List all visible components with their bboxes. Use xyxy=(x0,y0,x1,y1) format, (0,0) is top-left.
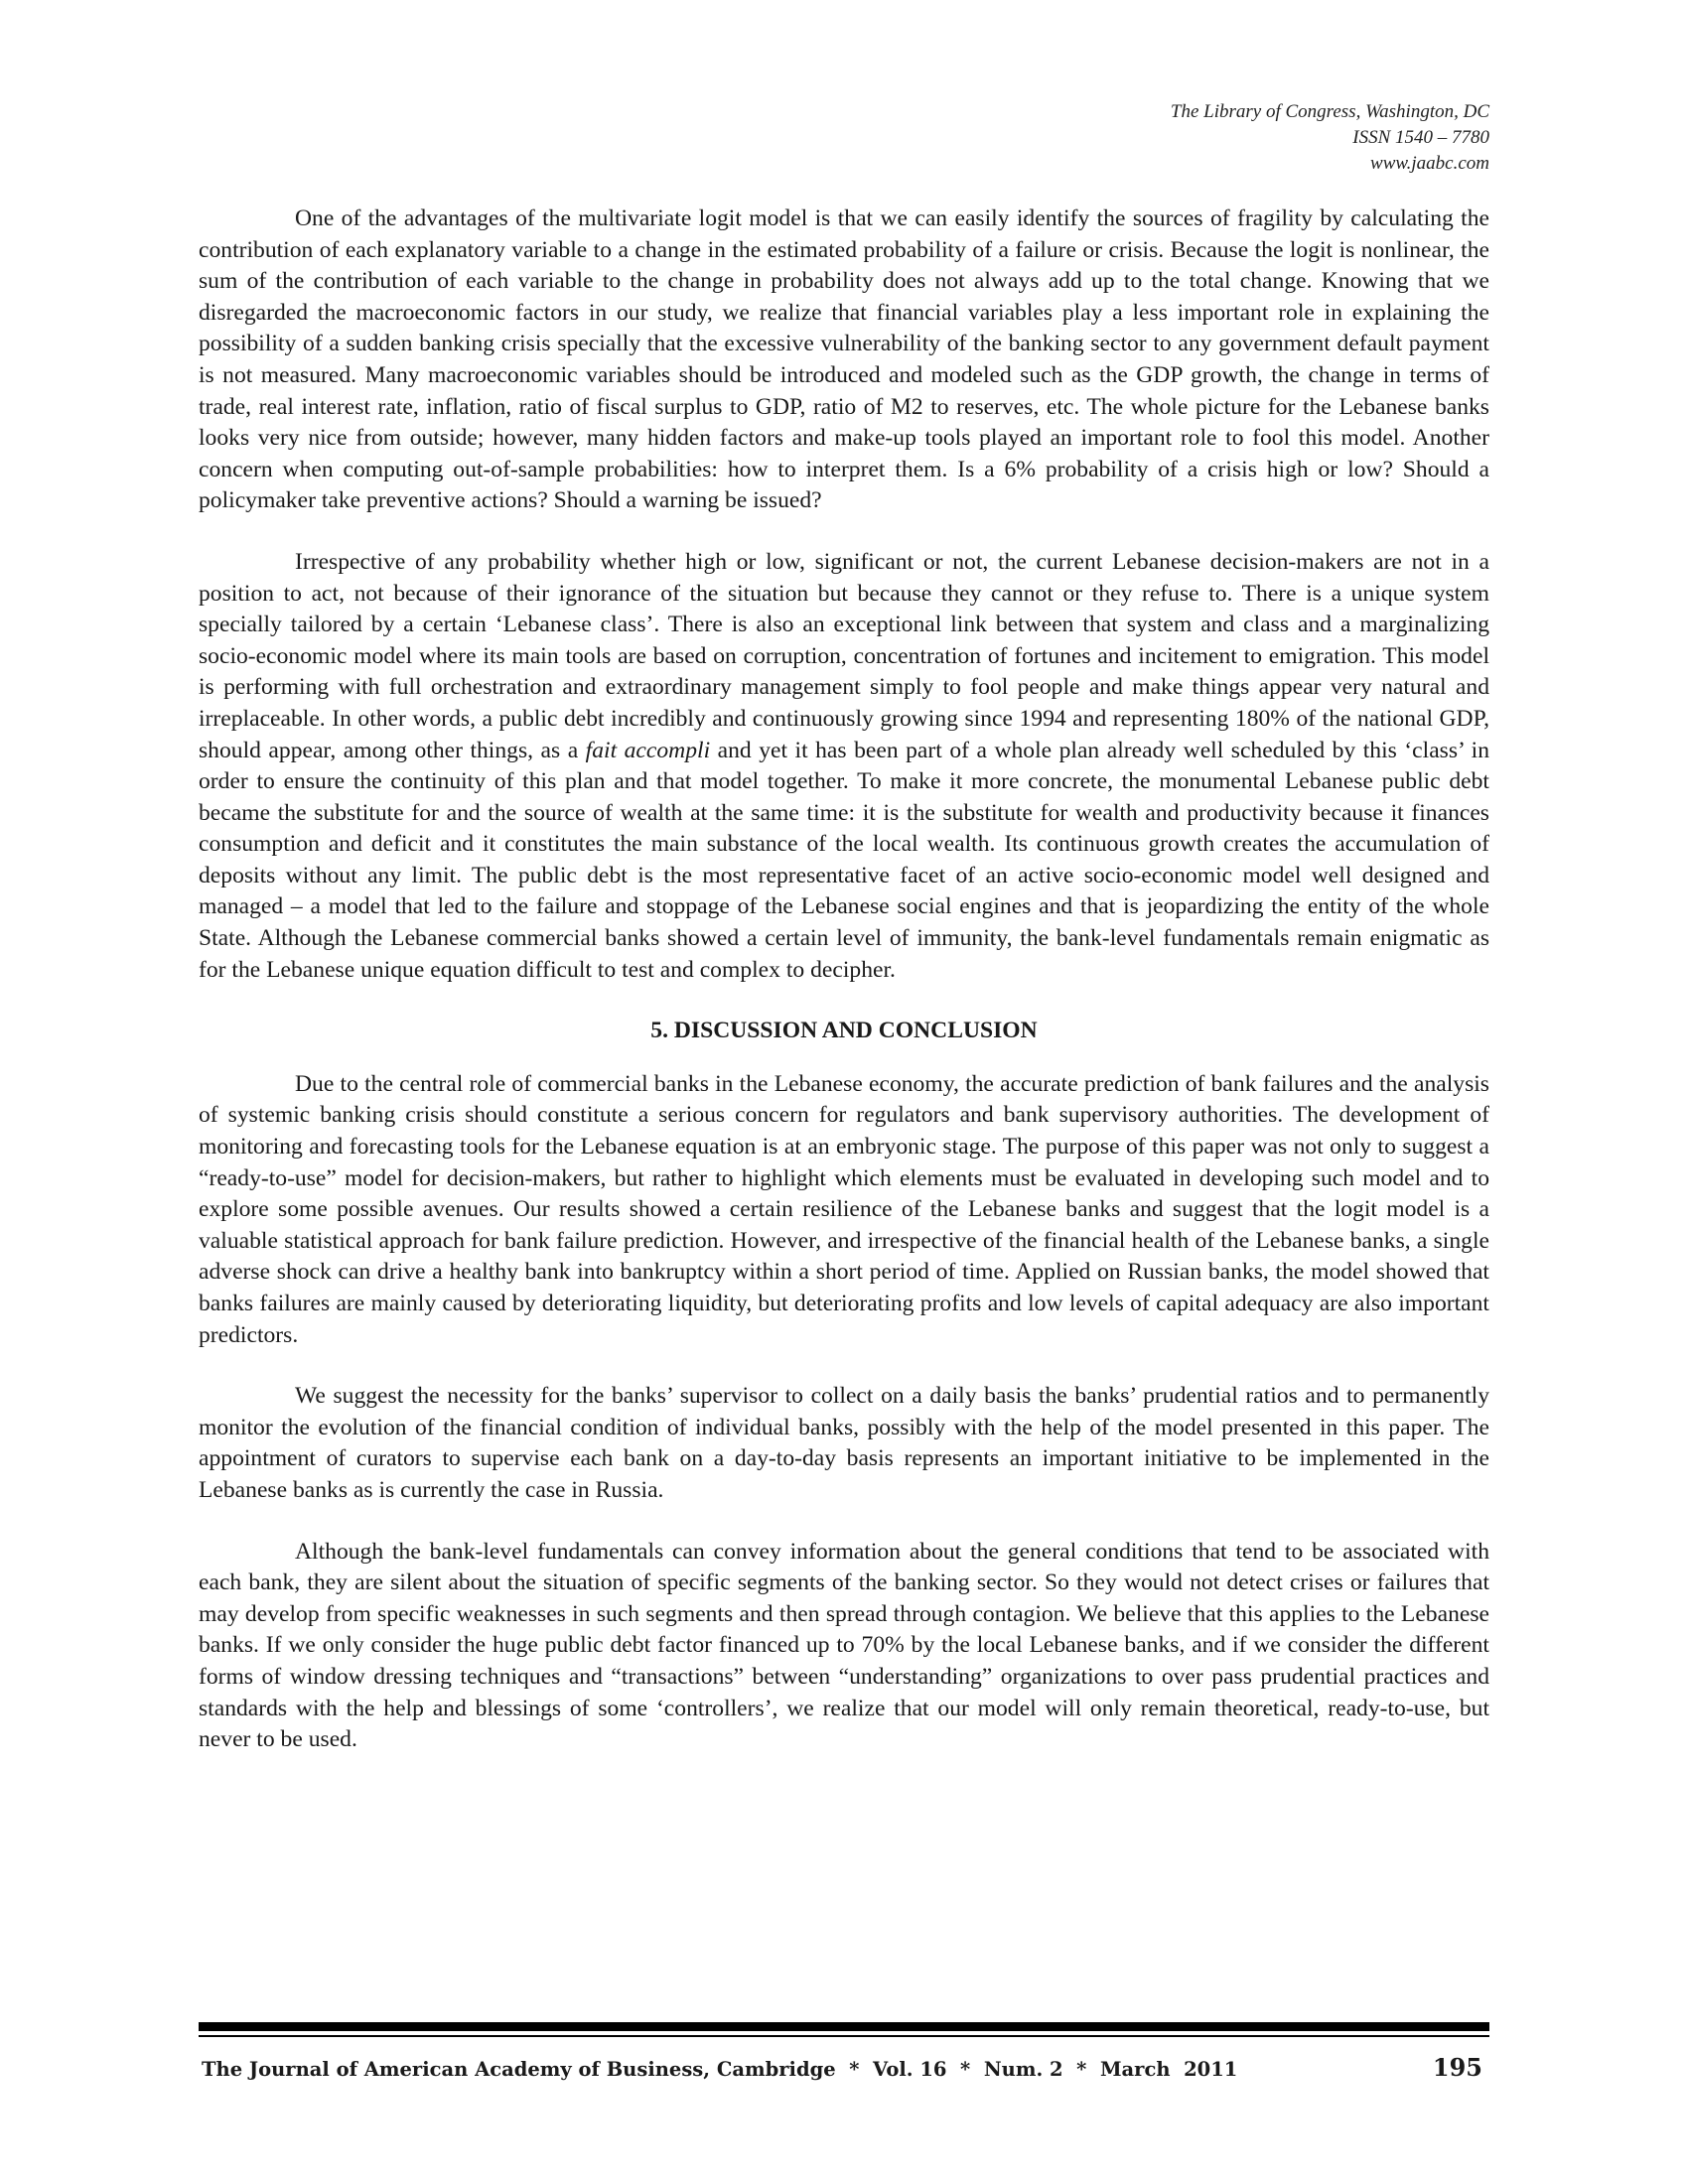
page-number: 195 xyxy=(1432,2053,1482,2082)
header-issn: ISSN 1540 – 7780 xyxy=(1352,127,1489,148)
body-text xyxy=(199,204,1489,1786)
paragraph-decision-makers xyxy=(199,547,1489,986)
footer-rule-thin xyxy=(199,2035,1489,2037)
paragraph-supervisor: We suggest the necessity for the banks’ supervisor to collect on a daily basis the banks’ prudential ratios and to permanently monitor the evolution of the financial condition of individual banks, possibly with the help of the model presented in this paper. The appointment of curators to supervise each bank on a day-to-day basis represents an important initiative to be implemented in the Lebanese banks as is currently the case in Russia. xyxy=(199,1383,1489,1503)
paragraph-logit-advantages: One of the advantages of the multivariate logit model is that we can easily identify the sources of fragility by calculating the contribution of each explanatory variable to a change in the estimated probability of a failure or crisis. Because the logit is nonlinear, the sum of the contribution of each variable to the change in probability does not always add up to the total change. Knowing that we disregarded the macroeconomic factors in our study, we realize that financial variables play a less important role in explaining the possibility of a sudden banking crisis specially that the excessive vulnerability of the banking sector to any government default payment is not measured. Many macroeconomic variables should be introduced and modeled such as the GDP growth, the change in terms of trade, real interest rate, inflation, ratio of fiscal surplus to GDP, ratio of M2 to reserves, etc. The whole picture for the Lebanese banks looks very nice from outside; however, many hidden factors and make-up tools played an important role to fool this model. Another concern when computing out-of-sample probabilities: how to interpret them. Is a 6% probability of a crisis high or low? Should a policymaker take preventive actions? Should a warning be issued? xyxy=(199,205,1489,514)
italic-phrase: fait accompli xyxy=(585,737,711,763)
paragraph-bank-fundamentals: Although the bank-level fundamentals can convey information about the general conditions that tend to be associated with each bank, they are silent about the situation of specific segments of the banking sector. So they would not detect crises or failures that may develop from specific weaknesses in such segments and then spread through contagion. We believe that this applies to the Lebanese banks. If we only consider the huge public debt factor financed up to 70% by the local Lebanese banks, and if we consider the different forms of window dressing techniques and “transactions” between “understanding” organizations to over pass prudential practices and standards with the help and blessings of some ‘controllers’, we realize that our model will only remain theoretical, ready-to-use, but never to be used. xyxy=(199,1538,1489,1753)
header-website: www.jaabc.com xyxy=(1370,153,1489,174)
footer-journal-citation: The Journal of American Academy of Business, Cambridge * Vol. 16 * Num. 2 * March 2011 xyxy=(202,2058,1238,2081)
running-header xyxy=(1171,99,1489,177)
section-heading: 5. DISCUSSION AND CONCLUSION xyxy=(650,1018,1038,1044)
paragraph-text: and yet it has been part of a whole plan already well scheduled by this ‘class’ in order to ensure the continuity of this plan and that model together. To make it more concrete, the monumental Lebanese public debt became the substitute for and the source of wealth at the same time: it is the substitute for wealth and productivity because it finances consumption and deficit and it constitutes the main substance of the local wealth. Its continuous growth creates the accumulation of deposits without any limit. The public debt is the most representative facet of an active socio-economic model well designed and managed – a model that led to the failure and stoppage of the Lebanese social engines and that is jeopardizing the entity of the whole State. Although the Lebanese commercial banks showed a certain level of immunity, the bank-level fundamentals remain enigmatic as for the Lebanese unique equation difficult to test and complex to decipher. xyxy=(199,737,1489,983)
paragraph-central-role: Due to the central role of commercial banks in the Lebanese economy, the accurate prediction of bank failures and the analysis of systemic banking crisis should constitute a serious concern for regulators and bank supervisory authorities. The development of monitoring and forecasting tools for the Lebanese equation is at an embryonic stage. The purpose of this paper was not only to suggest a “ready-to-use” model for decision-makers, but rather to highlight which elements must be evaluated in developing such model and to explore some possible avenues. Our results showed a certain resilience of the Lebanese banks and suggest that the logit model is a valuable statistical approach for bank failure prediction. However, and irrespective of the financial health of the Lebanese banks, a single adverse shock can drive a healthy bank into bankruptcy within a short period of time. Applied on Russian banks, the model showed that banks failures are mainly caused by deteriorating liquidity, but deteriorating profits and low levels of capital adequacy are also important predictors. xyxy=(199,1070,1489,1348)
footer-rule-thick xyxy=(199,2022,1489,2031)
header-library: The Library of Congress, Washington, DC xyxy=(1170,101,1489,122)
running-footer xyxy=(202,2053,1482,2082)
paragraph-text: Irrespective of any probability whether high or low, significant or not, the current Lebanese decision-makers are not in a position to act, not because of their ignorance of the situation but because they cannot or they refuse to. There is a unique system specially tailored by a certain ‘Lebanese class’. There is also an exceptional link between that system and class and a marginalizing socio-economic model where its main tools are based on corruption, concentration of fortunes and incitement to emigration. This model is performing with full orchestration and extraordinary management simply to fool people and make things appear very natural and irreplaceable. In other words, a public debt incredibly and continuously growing since 1994 and representing 180% of the national GDP, should appear, among other things, as a xyxy=(199,548,1489,763)
